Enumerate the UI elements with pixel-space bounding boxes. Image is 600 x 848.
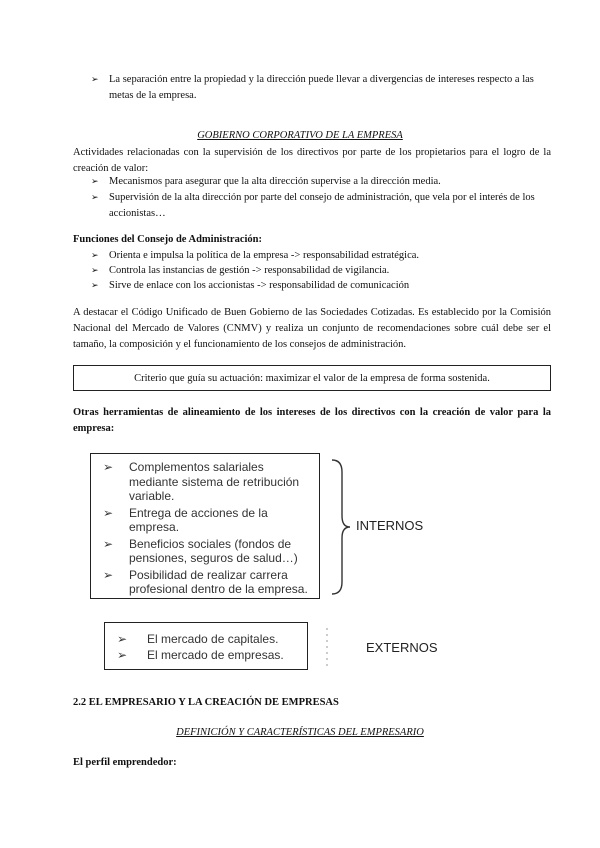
externos-item	[117, 647, 284, 663]
definicion-title: DEFINICIÓN Y CARACTERÍSTICAS DEL EMPRESARIO	[176, 727, 424, 738]
funciones-bullet-text: Orienta e impulsa la política de la empresa -> responsabilidad estratégica.	[109, 250, 420, 261]
arrow-bullet-icon: ➢	[103, 536, 114, 551]
internos-item	[103, 460, 313, 504]
codigo-paragraph: A destacar el Código Unificado de Buen Gobierno de las Sociedades Cotizadas. Es establecido por la Comisión Nacional del Mercado de Valores (CNMV) y realiza un conjunto de recomendaciones sobre cuál debe ser el tamaño, la composición y el funcionamiento de los consejos de administración.	[73, 307, 551, 350]
arrow-bullet-icon: ➢	[91, 281, 99, 291]
internos-box	[90, 453, 320, 599]
right-brace-icon	[330, 458, 352, 596]
gobierno-bullet-text: Supervisión de la alta dirección por parte del consejo de administración, que vela por el interés de los accionistas…	[109, 192, 535, 219]
arrow-bullet-icon: ➢	[103, 505, 114, 520]
gobierno-bullet-text: Mecanismos para asegurar que la alta dirección supervise a la dirección media.	[109, 176, 441, 187]
gobierno-bullet	[91, 190, 553, 222]
internos-label: INTERNOS	[356, 518, 424, 533]
gobierno-intro: Actividades relacionadas con la supervisión de los directivos por parte de los propietarios para el logro de la creación de valor:	[73, 147, 551, 174]
arrow-bullet-icon: ➢	[91, 75, 99, 85]
internos-item	[103, 568, 313, 597]
internos-item-text: Posibilidad de realizar carrera profesional dentro de la empresa.	[129, 567, 308, 596]
criterio-text: Criterio que guía su actuación: maximizar el valor de la empresa de forma sostenida.	[134, 372, 490, 384]
externos-item-text: El mercado de empresas.	[147, 648, 284, 662]
arrow-bullet-icon: ➢	[91, 251, 99, 261]
externos-item	[117, 631, 284, 647]
arrow-bullet-icon: ➢	[91, 193, 99, 203]
criterio-box	[73, 365, 551, 391]
gobierno-bullet	[91, 174, 553, 190]
internos-item-text: Beneficios sociales (fondos de pensiones, seguros de salud…)	[129, 536, 298, 565]
otras-title: Otras herramientas de alineamiento de los intereses de los directivos con la creación de valor para la empresa:	[73, 407, 551, 434]
section-2-2-title: 2.2 EL EMPRESARIO Y LA CREACIÓN DE EMPRESAS	[73, 697, 339, 708]
intro-bullet-text: La separación entre la propiedad y la dirección puede llevar a divergencias de intereses respecto a las metas de la empresa.	[109, 74, 534, 101]
funciones-title: Funciones del Consejo de Administración:	[73, 234, 263, 245]
arrow-bullet-icon: ➢	[103, 460, 114, 474]
funciones-bullet	[91, 263, 553, 279]
arrow-bullet-icon: ➢	[117, 648, 128, 662]
funciones-bullet	[91, 278, 553, 294]
funciones-bullet	[91, 248, 553, 264]
gobierno-title: GOBIERNO CORPORATIVO DE LA EMPRESA	[197, 130, 403, 141]
funciones-bullet-text: Controla las instancias de gestión -> responsabilidad de vigilancia.	[109, 265, 390, 276]
internos-item-text: Complementos salariales mediante sistema de retribución variable.	[129, 460, 300, 503]
externos-item-text: El mercado de capitales.	[147, 632, 279, 646]
intro-bullet	[91, 72, 553, 104]
arrow-bullet-icon: ➢	[91, 266, 99, 276]
arrow-bullet-icon: ➢	[117, 632, 128, 646]
internos-item	[103, 506, 313, 535]
funciones-bullet-text: Sirve de enlace con los accionistas -> responsabilidad de comunicación	[109, 280, 410, 291]
internos-item	[103, 537, 313, 566]
arrow-bullet-icon: ➢	[103, 567, 114, 582]
externos-box	[104, 622, 308, 670]
externos-label: EXTERNOS	[366, 640, 438, 655]
perfil-title: El perfil emprendedor:	[73, 757, 177, 768]
arrow-bullet-icon: ➢	[91, 177, 99, 187]
dotted-divider-icon	[322, 626, 332, 672]
internos-item-text: Entrega de acciones de la empresa.	[129, 505, 268, 534]
